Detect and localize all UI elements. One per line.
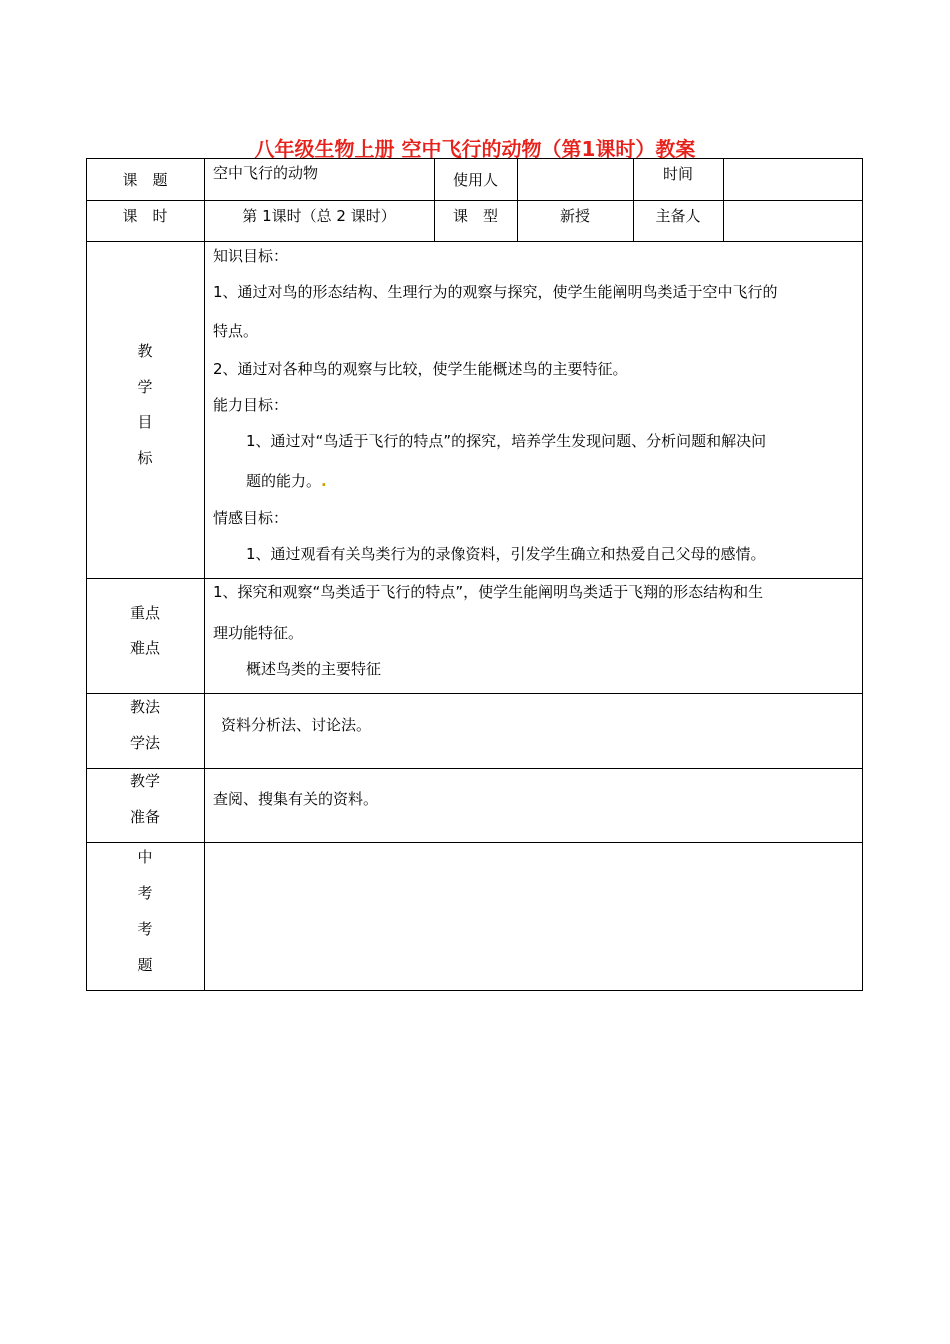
keypoints-line: 1、探究和观察“鸟类适于飞行的特点”，使学生能阐明鸟类适于飞翔的形态结构和生 — [213, 583, 764, 601]
exam-label-char: 考 — [137, 884, 153, 902]
knowledge-item-line: 1、通过对鸟的形态结构、生理行为的观察与探究，使学生能阐明鸟类适于空中飞行的 — [213, 283, 778, 301]
row-divider — [86, 693, 863, 694]
knowledge-item: 2、通过对各种鸟的观察与比较，使学生能概述鸟的主要特征。 — [213, 360, 628, 378]
row-divider — [86, 241, 863, 242]
preparation-value: 查阅、搜集有关的资料。 — [213, 790, 379, 808]
preparer-label: 主备人 — [655, 207, 701, 225]
preparation-label: 准备 — [129, 808, 160, 826]
time-label: 时间 — [662, 165, 693, 183]
keypoints-line: 概述鸟类的主要特征 — [246, 660, 382, 678]
document-title: 八年级生物上册 空中飞行的动物（第1课时）教案 — [254, 137, 696, 161]
emotion-heading: 情感目标： — [213, 509, 289, 527]
ability-item-line: 1、通过对“鸟适于飞行的特点”的探究，培养学生发现问题、分析问题和解决问 — [246, 432, 767, 450]
exam-label-char: 题 — [137, 956, 153, 974]
table-border-right — [862, 158, 863, 991]
exam-label-char: 考 — [137, 920, 153, 938]
period-value: 第 1课时（总 2 课时） — [242, 207, 396, 225]
row-divider — [86, 578, 863, 579]
row-divider — [86, 768, 863, 769]
keypoints-line: 理功能特征。 — [213, 624, 304, 642]
ability-item-mark: . — [321, 472, 327, 490]
objectives-label-char: 目 — [137, 413, 153, 431]
column-divider — [723, 158, 724, 241]
methods-label: 学法 — [129, 734, 160, 752]
ability-item-line — [246, 471, 327, 491]
table-border-top — [86, 158, 863, 159]
lesson-plan-table — [86, 158, 863, 991]
knowledge-item-line: 特点。 — [213, 322, 259, 340]
keypoints-label: 难点 — [129, 639, 160, 657]
type-label: 课 型 — [452, 207, 498, 225]
methods-value: 资料分析法、讨论法。 — [221, 716, 372, 734]
topic-label: 课 题 — [122, 171, 168, 189]
knowledge-heading: 知识目标： — [213, 247, 289, 265]
methods-label: 教法 — [129, 698, 160, 716]
row-divider — [86, 200, 863, 201]
user-label: 使用人 — [452, 171, 498, 189]
column-divider — [517, 158, 518, 241]
row-divider — [86, 842, 863, 843]
table-border-bottom — [86, 990, 863, 991]
keypoints-label: 重点 — [129, 604, 160, 622]
objectives-label-char: 学 — [137, 378, 153, 396]
emotion-item: 1、通过观看有关鸟类行为的录像资料，引发学生确立和热爱自己父母的感情。 — [246, 545, 766, 563]
objectives-label-char: 标 — [137, 449, 153, 467]
topic-value: 空中飞行的动物 — [213, 164, 319, 182]
ability-item-text: 题的能力。 — [246, 472, 322, 490]
objectives-label-char: 教 — [137, 342, 153, 360]
type-value: 新授 — [559, 207, 590, 225]
ability-heading: 能力目标： — [213, 396, 289, 414]
column-divider — [204, 158, 205, 991]
exam-label-char: 中 — [137, 848, 153, 866]
preparation-label: 教学 — [129, 772, 160, 790]
period-label: 课 时 — [122, 207, 168, 225]
